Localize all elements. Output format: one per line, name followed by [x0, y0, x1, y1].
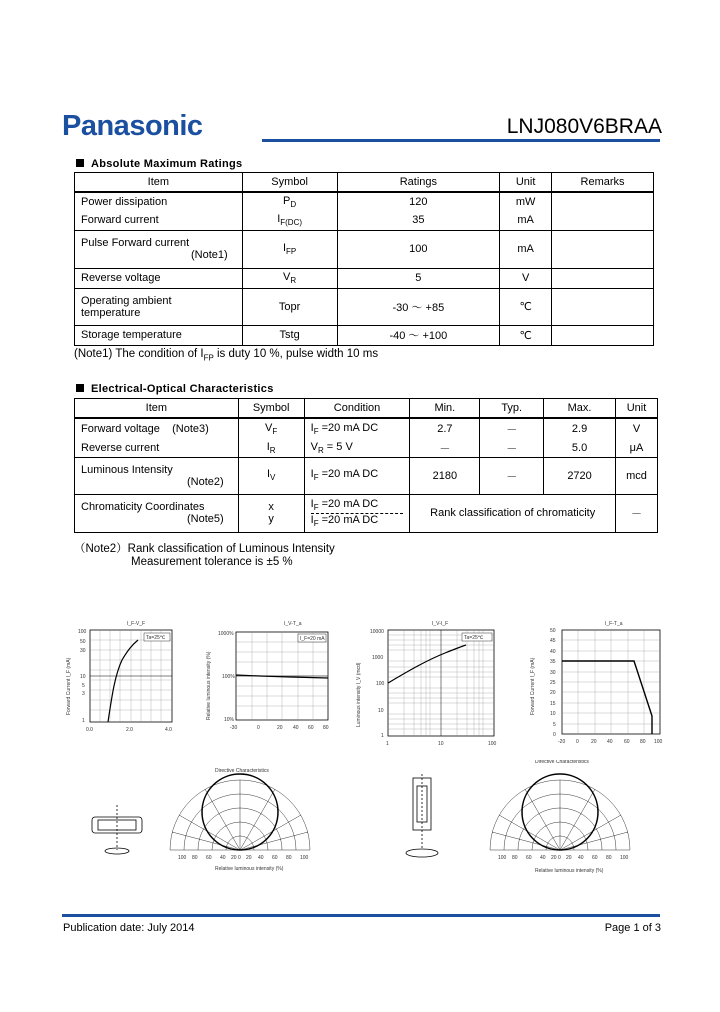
graph-iv-ta — [206, 621, 329, 731]
amr-section-title: Absolute Maximum Ratings — [76, 158, 242, 170]
polar-chart-right — [490, 760, 630, 874]
table-row: Forward current $I_{F(DC)}$ 35 mA — [75, 211, 654, 230]
svg-text:40: 40 — [293, 725, 299, 731]
svg-text:1000%: 1000% — [218, 631, 234, 637]
svg-text:10: 10 — [80, 674, 86, 680]
graph-ylabel: Forward Current I_F (mA) — [66, 657, 72, 715]
graph-if-ta — [530, 621, 663, 745]
graph-if-vf — [66, 621, 172, 733]
graph-title: I_V-I_F — [432, 621, 449, 627]
svg-text:10000: 10000 — [370, 629, 384, 635]
amr-note1: (Note1) The condition of $I_{FP}$ is duty 10 %, pulse width 10 ms — [74, 348, 379, 363]
svg-text:60: 60 — [206, 855, 212, 861]
brand-logo: Panasonic — [62, 110, 203, 142]
table-row: Forward voltage (Note3) $V_F$ $I_F =20$ mA DC 2.7 － 2.9 V — [75, 418, 658, 439]
svg-text:Directive Characteristics: Directive Characteristics — [215, 768, 269, 774]
svg-text:1000: 1000 — [372, 655, 384, 661]
eoc-note2-line2: Measurement tolerance is ±5 % — [131, 556, 293, 568]
led-package-top-view — [92, 805, 142, 854]
svg-text:80: 80 — [606, 855, 612, 861]
svg-text:80: 80 — [192, 855, 198, 861]
svg-text:40: 40 — [258, 855, 264, 861]
graph-condition-label: Ta=25℃ — [464, 635, 484, 641]
svg-text:40: 40 — [578, 855, 584, 861]
table-row: Reverse current $I_R$ $V_R = 5$ V － － 5.0 μA — [75, 439, 658, 457]
svg-text:0: 0 — [553, 732, 556, 738]
graph-condition-label: I_F=20 mA — [300, 636, 325, 642]
svg-text:20: 20 — [551, 855, 557, 861]
svg-text:5: 5 — [553, 722, 556, 728]
bullet-square-icon — [76, 384, 84, 392]
amr-table — [74, 172, 654, 346]
svg-text:40: 40 — [550, 649, 556, 655]
footer-rule — [62, 914, 660, 917]
led-package-side-view — [406, 774, 438, 857]
svg-text:20: 20 — [591, 739, 597, 745]
svg-text:60: 60 — [592, 855, 598, 861]
svg-text:35: 35 — [550, 659, 556, 665]
graph-title: I_F-T_a — [605, 621, 623, 627]
directive-characteristics — [80, 760, 670, 880]
graph-title: I_F-V_F — [127, 621, 146, 627]
table-row: Luminous Intensity (Note2) $I_V$ $I_F =20$ mA DC 2180 － 2720 mcd — [75, 457, 658, 494]
svg-text:80: 80 — [512, 855, 518, 861]
svg-text:20: 20 — [246, 855, 252, 861]
table-row: Pulse Forward current (Note1) $I_{FP}$ 100 mA — [75, 230, 654, 268]
svg-text:2.0: 2.0 — [126, 727, 133, 733]
graph-ylabel: Luminous intensity I_V (mcd) — [356, 662, 362, 727]
svg-text:20: 20 — [277, 725, 283, 731]
svg-text:100: 100 — [498, 855, 507, 861]
svg-text:60: 60 — [526, 855, 532, 861]
svg-text:100: 100 — [620, 855, 629, 861]
graph-condition-label: Ta=25℃ — [146, 635, 166, 641]
svg-text:10: 10 — [438, 741, 444, 745]
svg-text:-30: -30 — [230, 725, 238, 731]
characteristic-graphs — [60, 615, 680, 745]
svg-text:40: 40 — [220, 855, 226, 861]
svg-text:Relative luminous intensity (%: Relative luminous intensity (%) — [215, 866, 284, 872]
svg-text:-20: -20 — [558, 739, 566, 745]
table-row: Chromaticity Coordinates (Note5) x y $I_F =20$ mA DC $I_F =20$ mA DC Rank classification of chromaticity － — [75, 494, 658, 532]
table-row: Storage temperature Tstg -40 ～ +100 ℃ — [75, 325, 654, 345]
svg-text:0: 0 — [257, 725, 260, 731]
eoc-table — [74, 398, 658, 533]
graph-ylabel: Relative luminous intensity (%) — [206, 651, 212, 720]
graph-ylabel: Forward Current I_F (mA) — [530, 657, 536, 715]
svg-text:20: 20 — [550, 690, 556, 696]
svg-text:60: 60 — [308, 725, 314, 731]
part-number: LNJ080V6BRAA — [506, 115, 662, 138]
svg-text:10: 10 — [378, 708, 384, 714]
svg-text:1: 1 — [386, 741, 389, 745]
svg-text:40: 40 — [607, 739, 613, 745]
svg-text:100: 100 — [488, 741, 497, 745]
table-row: Power dissipation $P_D$ 120 mW — [75, 192, 654, 211]
svg-text:30: 30 — [550, 670, 556, 676]
table-row: Reverse voltage $V_R$ 5 V — [75, 268, 654, 288]
svg-text:100: 100 — [78, 629, 87, 635]
header-rule — [262, 139, 660, 142]
svg-text:50: 50 — [550, 628, 556, 634]
svg-text:0: 0 — [558, 855, 561, 861]
eoc-note2-line1: （Note2）Rank classification of Luminous Intensity — [74, 543, 335, 555]
graph-title: I_V-T_a — [284, 621, 302, 627]
svg-text:20: 20 — [231, 855, 237, 861]
bullet-square-icon — [76, 159, 84, 167]
svg-text:15: 15 — [550, 701, 556, 707]
svg-text:100: 100 — [376, 681, 385, 687]
svg-text:80: 80 — [640, 739, 646, 745]
svg-text:5: 5 — [82, 683, 85, 689]
svg-text:45: 45 — [550, 638, 556, 644]
eoc-section-title: Electrical-Optical Characteristics — [76, 383, 274, 395]
svg-text:40: 40 — [540, 855, 546, 861]
svg-text:100: 100 — [300, 855, 309, 861]
svg-text:0.0: 0.0 — [86, 727, 93, 733]
polar-chart-left — [170, 768, 310, 872]
svg-text:30: 30 — [80, 648, 86, 654]
svg-text:Directive Characteristics: Directive Characteristics — [535, 760, 589, 765]
graph-iv-if — [356, 621, 497, 745]
svg-text:3: 3 — [82, 691, 85, 697]
publication-date: Publication date: July 2014 — [63, 922, 195, 934]
svg-text:0: 0 — [576, 739, 579, 745]
svg-text:60: 60 — [624, 739, 630, 745]
svg-text:100: 100 — [654, 739, 663, 745]
svg-text:Relative luminous intensity (%: Relative luminous intensity (%) — [535, 868, 604, 874]
page-number: Page 1 of 3 — [604, 922, 661, 934]
svg-text:60: 60 — [272, 855, 278, 861]
svg-text:80: 80 — [286, 855, 292, 861]
svg-text:100: 100 — [178, 855, 187, 861]
svg-text:50: 50 — [80, 639, 86, 645]
svg-text:10: 10 — [550, 711, 556, 717]
table-header-row: Item Symbol Ratings Unit Remarks — [75, 173, 654, 193]
table-header-row: Item Symbol Condition Min. Typ. Max. Unit — [75, 399, 658, 419]
svg-text:80: 80 — [323, 725, 329, 731]
svg-text:1: 1 — [82, 718, 85, 724]
svg-text:1: 1 — [381, 733, 384, 739]
svg-text:25: 25 — [550, 680, 556, 686]
svg-text:10%: 10% — [224, 717, 235, 723]
table-row: Operating ambient temperature Topr -30 ～ +85 ℃ — [75, 288, 654, 325]
svg-text:20: 20 — [566, 855, 572, 861]
svg-text:0: 0 — [238, 855, 241, 861]
svg-text:4.0: 4.0 — [165, 727, 172, 733]
svg-text:100%: 100% — [222, 674, 235, 680]
